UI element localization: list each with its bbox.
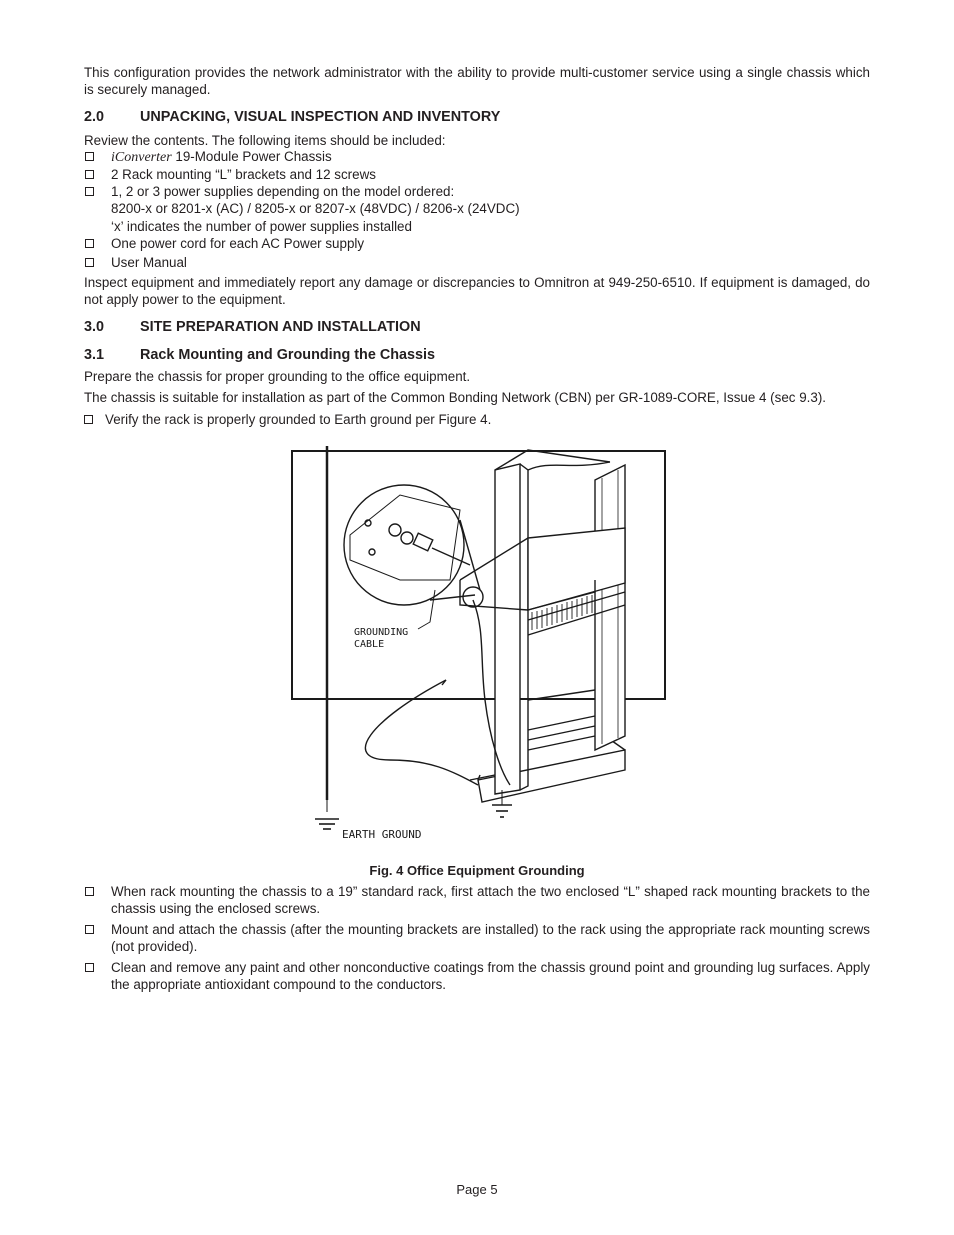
checkbox-icon bbox=[85, 925, 94, 934]
earth-ground-symbol-left bbox=[315, 819, 339, 829]
section-3-1-title: Rack Mounting and Grounding the Chassis bbox=[140, 347, 436, 363]
list-item-text: Verify the rack is properly grounded to Earth ground per Figure 4. bbox=[105, 412, 492, 427]
ground-wire bbox=[365, 680, 478, 785]
cbn-paragraph: The chassis is suitable for installation as part of the Common Bonding Network (CBN) per GR-1089-CORE, Issue 4 (sec 9.3). bbox=[84, 390, 826, 405]
contents-lead: Review the contents. The following items should be included: bbox=[84, 133, 446, 148]
detail-magnifier bbox=[344, 485, 464, 605]
list-item-power-supplies bbox=[84, 183, 870, 235]
figure-caption: Fig. 4 Office Equipment Grounding bbox=[369, 863, 585, 878]
list-item-text: 1, 2 or 3 power supplies depending on the model ordered: bbox=[111, 184, 455, 199]
ground-point-circle bbox=[463, 587, 483, 607]
prepare-paragraph: Prepare the chassis for proper grounding to the office equipment. bbox=[84, 369, 471, 384]
list-item-text: 2 Rack mounting “L” brackets and 12 screws bbox=[111, 167, 376, 182]
checkbox-icon bbox=[84, 415, 93, 424]
grounding-label-line1: GROUNDING bbox=[354, 627, 409, 638]
section-3-heading bbox=[84, 319, 870, 336]
checkbox-icon bbox=[85, 963, 94, 972]
section-2-number: 2.0 bbox=[84, 109, 105, 125]
rack-right-rail bbox=[595, 465, 625, 750]
earth-ground-symbol-right bbox=[492, 805, 512, 817]
model-list: 8200-x or 8201-x (AC) / 8205-x or 8207-x (48VDC) / 8206-x (24VDC) bbox=[111, 201, 520, 217]
step-mount-chassis bbox=[84, 921, 870, 956]
section-3-1-heading bbox=[84, 347, 870, 364]
checkbox-icon bbox=[85, 152, 94, 161]
step-clean-coatings bbox=[84, 959, 870, 994]
step-text: When rack mounting the chassis to a 19” standard rack, first attach the two enclosed “L” shaped rack mounting brackets to the chassis using the enclosed screws. bbox=[111, 884, 870, 917]
earth-ground-label: EARTH GROUND bbox=[342, 828, 422, 841]
office-grounding-figure bbox=[270, 440, 680, 855]
checkbox-icon bbox=[85, 258, 94, 267]
verify-ground-item bbox=[84, 411, 870, 428]
product-name: iConverter bbox=[111, 150, 172, 165]
checkbox-icon bbox=[85, 887, 94, 896]
inspect-paragraph: Inspect equipment and immediately report any damage or discrepancies to Omnitron at 949-250-6510. If equipment is damaged, do not apply power to the equipment. bbox=[84, 275, 870, 308]
intro-paragraph: This configuration provides the network administrator with the ability to provide multi-customer service using a single chassis which is securely managed. bbox=[84, 65, 870, 98]
step-text: Clean and remove any paint and other nonconductive coatings from the chassis ground point and grounding lug surfaces. Apply the appropriate antioxidant compound to the conductors. bbox=[111, 960, 870, 993]
list-item-text: 19-Module Power Chassis bbox=[171, 149, 332, 164]
section-2-heading bbox=[84, 109, 870, 126]
rack-left-rail bbox=[495, 464, 520, 794]
list-item-text: User Manual bbox=[111, 255, 187, 270]
checkbox-icon bbox=[85, 170, 94, 179]
section-3-1-number: 3.1 bbox=[84, 347, 105, 363]
list-item-manual bbox=[84, 254, 870, 271]
checkbox-icon bbox=[85, 187, 94, 196]
section-3-number: 3.0 bbox=[84, 319, 105, 335]
step-attach-brackets bbox=[84, 883, 870, 918]
grounding-label-line2: CABLE bbox=[354, 639, 385, 650]
page-number: Page 5 bbox=[456, 1182, 498, 1197]
list-item-brackets bbox=[84, 166, 870, 183]
section-2-title: UNPACKING, VISUAL INSPECTION AND INVENTORY bbox=[140, 109, 501, 125]
checkbox-icon bbox=[85, 239, 94, 248]
step-text: Mount and attach the chassis (after the mounting brackets are installed) to the rack using the appropriate rack mounting screws (not provided). bbox=[111, 922, 870, 955]
model-note: ‘x’ indicates the number of power supplies installed bbox=[111, 218, 412, 234]
list-item-text: One power cord for each AC Power supply bbox=[111, 236, 365, 251]
list-item-power-cord bbox=[84, 235, 870, 252]
section-3-title: SITE PREPARATION AND INSTALLATION bbox=[140, 319, 421, 335]
list-item-chassis bbox=[84, 148, 870, 166]
